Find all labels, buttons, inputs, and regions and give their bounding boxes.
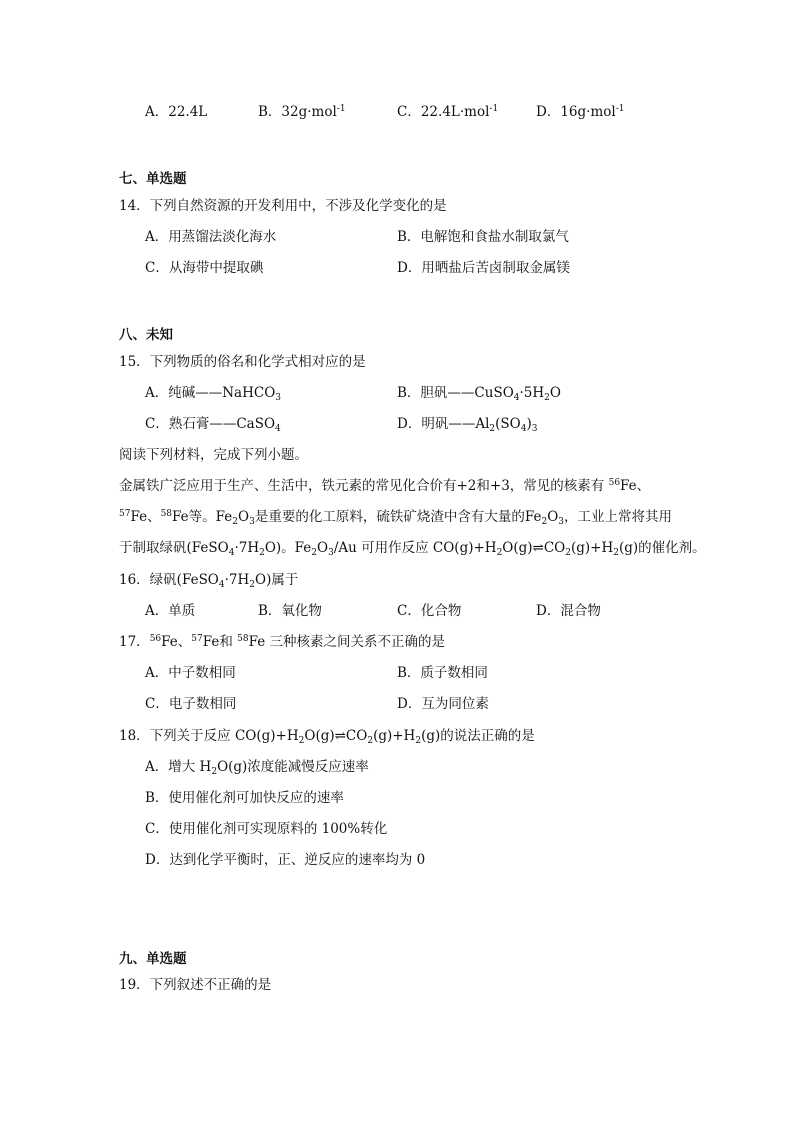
reading-line-1: 金属铁广泛应用于生产、生活中，铁元素的常见化合价有+2和+3，常见的核素有 $^{56}$Fe、	[119, 478, 651, 494]
q19-stem: 19．下列叙述不正确的是	[119, 977, 272, 993]
q13-option-b: B．32g·mol$^{-1}$	[258, 104, 346, 120]
q17-option-c: C．电子数相同	[145, 696, 237, 712]
q16-option-b: B．氧化物	[258, 603, 322, 619]
q18-option-d: D．达到化学平衡时，正、逆反应的速率均为 0	[145, 852, 426, 868]
reading-intro: 阅读下列材料，完成下列小题。	[119, 447, 308, 463]
q14-option-a: A．用蒸馏法淡化海水	[145, 229, 277, 245]
q14-option-d: D．用晒盐后苦卤制取金属镁	[397, 260, 570, 276]
section-heading-9: 九、单选题	[119, 951, 187, 967]
q13-option-a: A．22.4L	[145, 104, 208, 120]
q15-option-c: C．熟石膏——CaSO$_4$	[145, 416, 281, 434]
q18-stem: 18．下列关于反应 $CO(g)+H_2O(g)\rightleftharpoons CO_2(g)+H_2(g)$的说法正确的是	[119, 728, 535, 746]
q17-option-d: D．互为同位素	[397, 696, 489, 712]
q14-option-b: B．电解饱和食盐水制取氯气	[397, 229, 569, 245]
q17-option-a: A．中子数相同	[145, 665, 236, 681]
q18-option-c: C．使用催化剂可实现原料的 100%转化	[145, 821, 388, 837]
q13-option-d: D．16g·mol$^{-1}$	[536, 104, 625, 120]
q15-option-b: B．胆矾$——CuSO_4\cdot 5H_2O$	[397, 385, 561, 403]
q17-option-b: B．质子数相同	[397, 665, 488, 681]
section-heading-7: 七、单选题	[119, 171, 187, 187]
q15-option-d: D．明矾$——Al_2(SO_4)_3$	[397, 416, 538, 434]
q16-option-c: C．化合物	[397, 603, 462, 619]
q17-stem: 17．$^{56}$Fe、$^{57}$Fe和 $^{58}$Fe 三种核素之间关系不正确的是	[119, 634, 446, 650]
q16-option-a: A．单质	[145, 603, 196, 619]
q14-stem: 14．下列自然资源的开发利用中，不涉及化学变化的是	[119, 198, 447, 214]
section-heading-8: 八、未知	[119, 327, 173, 343]
q14-option-c: C．从海带中提取碘	[145, 260, 264, 276]
q13-option-c: C．22.4L·mol$^{-1}$	[397, 104, 499, 120]
q18-option-b: B．使用催化剂可加快反应的速率	[145, 790, 344, 806]
q16-option-d: D．混合物	[536, 603, 601, 619]
q16-stem: 16．绿矾$(FeSO_4\cdot 7H_2O)$属于	[119, 572, 299, 590]
q15-stem: 15．下列物质的俗名和化学式相对应的是	[119, 354, 366, 370]
q15-option-a: A．纯碱——NaHCO$_3$	[145, 385, 282, 403]
reading-line-2: $^{57}$Fe、$^{58}$Fe等。$Fe_2O_3$是重要的化工原料，硫铁矿烧渣中含有大量的$Fe_2O_3$，工业上常将其用	[119, 509, 672, 527]
reading-line-3: 于制取绿矾$(FeSO_4\cdot 7H_2O)$。$Fe_2O_3/Au$ 可用作反应 $CO(g)+H_2O(g)\rightleftharpoons CO_2(g)+H_2(g)$的催化剂。	[119, 540, 706, 558]
q18-option-a: A．增大 $H_2O(g)$浓度能减慢反应速率	[145, 759, 369, 777]
